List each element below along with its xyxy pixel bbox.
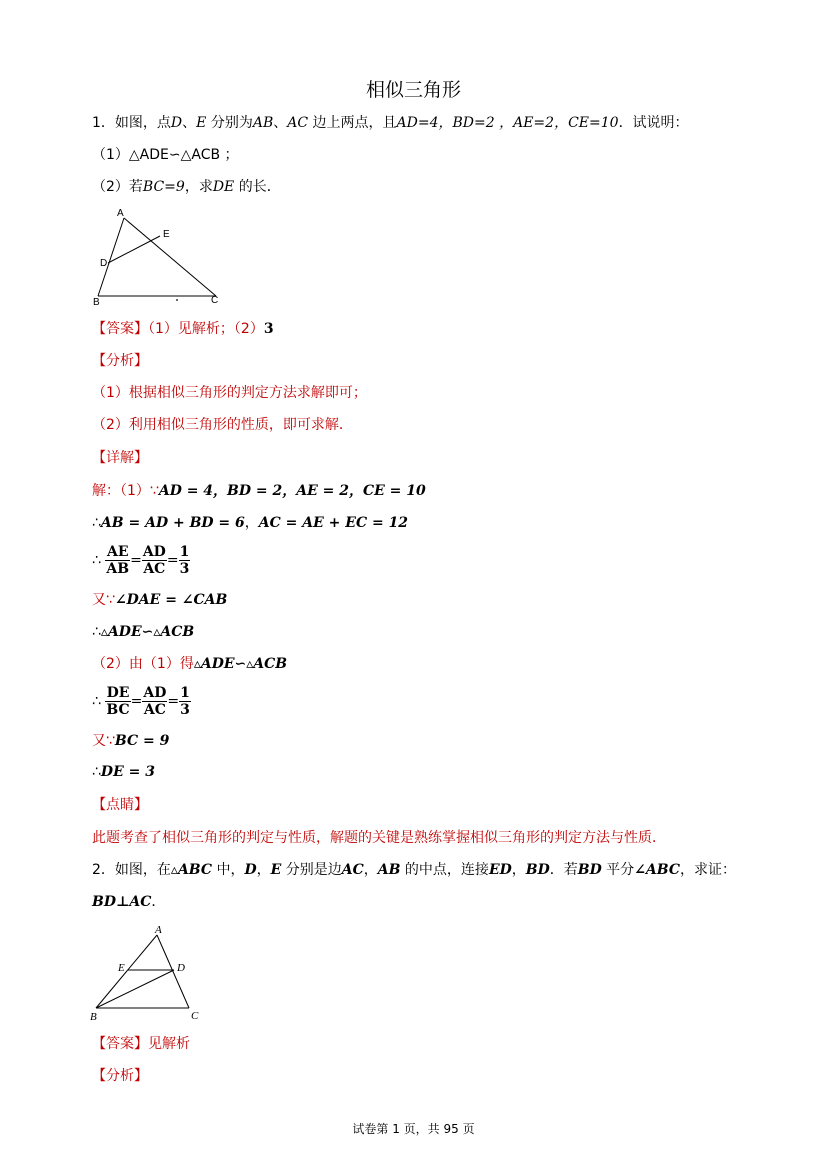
q1-d9-a: ∴ [92,764,101,780]
q2-s10: ，求证： [680,862,736,878]
q2-s1: 2．如图，在 [92,862,171,878]
q2-fig-label-e: E [118,962,125,974]
q1-part2-de: DE [212,179,235,195]
q2-fig-label-c: C [191,1010,199,1022]
q1-part2-given: BC=9 [142,179,185,195]
q1-d3-eq2: = [166,552,179,569]
q2-side-ac: AC [341,862,364,878]
q1-point-d: D [170,115,183,131]
q2-s7: ， [511,862,526,878]
q1-d8-a: 又∵ [92,733,115,749]
q1-d3-frac2-num: AD [142,544,166,560]
q1-fig-label-b: B [93,297,100,308]
q2-seg-bd: BD [525,862,550,878]
q1-d8-b: BC = 9 [114,733,170,749]
page-footer: 试卷第 1 页，共 95 页 [352,1122,475,1136]
q2-fig-line-bd [96,970,174,1008]
q1-d3-frac1-den: AB [106,561,130,577]
q2-s6: 的中点，连接 [400,862,489,878]
q1-d7-frac1-num: DE [106,685,130,701]
q2-fig-label-b: B [90,1011,97,1023]
q1-analysis-tag: 【分析】 [92,353,148,369]
q1-sep1: 、 [182,115,197,131]
q1-d7-frac1-den: BC [106,702,130,718]
q1-d5-a: ∴ [92,624,101,640]
q1-d2-c: ， [244,515,259,531]
q1-side-ac: AC [287,115,309,131]
q1-fig-label-e: E [163,229,170,240]
q2-s5: ， [363,862,378,878]
q1-stem-a: 1．如图，点 [92,115,171,131]
q1-given: AD=4，BD=2 ，AE=2，CE=10 [396,115,619,131]
q1-stem-c: 边上两点，且 [308,115,397,131]
q1-part2-a: （2）若 [92,179,143,195]
q1-d6-a: （2）由（1）得 [92,656,194,672]
q1-d7-therefore: ∴ [92,693,101,710]
q1-d7-eq1: = [130,693,143,710]
q1-d2-b: AB = AD + BD = 6 [100,515,245,531]
q2-s9: 平分 [601,862,635,878]
q1-side-ab: AB [252,115,274,131]
q1-d3-eq1: = [130,552,142,569]
q1-d4-a: 又∵ [92,592,115,608]
q2-s4: 分别是边 [281,862,342,878]
q1-analysis-1: （1）根据相似三角形的判定方法求解即可； [92,385,367,401]
q1-point-e: E [196,115,207,131]
q1-stem-d: ．试说明： [618,115,689,131]
q1-d1-a: 解：（1）∵ [92,483,159,499]
q2-s8: ．若 [549,862,578,878]
q1-d3-frac3-num: 1 [179,544,190,560]
q1-d1-b: AD = 4，BD = 2，AE = 2，CE = 10 [158,483,426,499]
q1-answer-value: 3 [263,321,274,337]
page-title: 相似三角形 [365,79,461,101]
q1-d6-b: ▵ADE∽▵ACB [193,656,288,672]
q1-part2-c: 的长． [234,179,281,195]
q1-d7-frac2-den: AC [143,702,166,718]
q1-d2-d: AC = AE + EC = 12 [258,515,409,531]
q2-angle: ∠ABC [634,862,680,878]
q2-point-d: D [244,862,257,878]
q2-answer [92,1034,190,1054]
q2-answer-tag: 【答案】 [92,1036,148,1052]
q1-fig-label-c: C [211,295,219,306]
q2-triangle: ▵ABC [170,862,213,878]
q2-s2: 中， [212,862,245,878]
q1-detail-tag: 【详解】 [92,450,148,466]
q2-seg-bd2: BD [577,862,602,878]
q2-s3: ， [256,862,271,878]
q2-claim-end: ． [151,894,166,910]
q2-fig-line-ab [96,935,157,1008]
q1-d7-frac3-den: 3 [180,702,190,718]
q1-d7-frac2-num: AD [143,685,167,701]
q2-side-ab: AB [377,862,401,878]
q1-part1: （1）△ADE∽△ACB ； [92,147,239,163]
q1-answer-tag: 【答案】 [92,321,148,337]
q1-sep2: 、 [273,115,288,131]
q1-d7-frac3-num: 1 [180,685,190,701]
q1-comment-tag: 【点睛】 [92,797,148,813]
q2-analysis-tag: 【分析】 [92,1068,148,1084]
q1-d7-eq2: = [167,693,180,710]
q1-answer-text: （1）见解析；（2） [148,321,264,337]
q1-d3-frac3-den: 3 [179,561,190,577]
q1-d3-frac2-den: AC [143,561,166,577]
q1-analysis-2: （2）利用相似三角形的性质，即可求解． [92,417,353,433]
q2-seg-ed: ED [488,862,512,878]
q2-fig-label-d: D [177,962,185,974]
q1-comment-text: 此题考查了相似三角形的判定与性质，解题的关键是熟练掌握相似三角形的判定方法与性质． [92,830,666,846]
q1-d2-a: ∴ [92,515,101,531]
q1-d5-b: ▵ADE∽▵ACB [100,624,195,640]
q2-claim-text: BD⊥AC [92,894,152,910]
q1-part2-b: ，求 [184,179,213,195]
q1-d9-b: DE = 3 [100,764,155,780]
q1-stem-b: 分别为 [206,115,253,131]
q2-point-e: E [270,862,282,878]
q1-d3-frac1-num: AE [106,544,129,560]
q1-d3-therefore: ∴ [92,552,101,569]
q2-fig-label-a: A [155,924,162,936]
q1-fig-label-d: D [100,258,108,269]
q1-fig-label-a: A [117,208,124,219]
q2-answer-text: 见解析 [148,1036,190,1052]
q1-d4-b: ∠DAE = ∠CAB [114,592,228,608]
